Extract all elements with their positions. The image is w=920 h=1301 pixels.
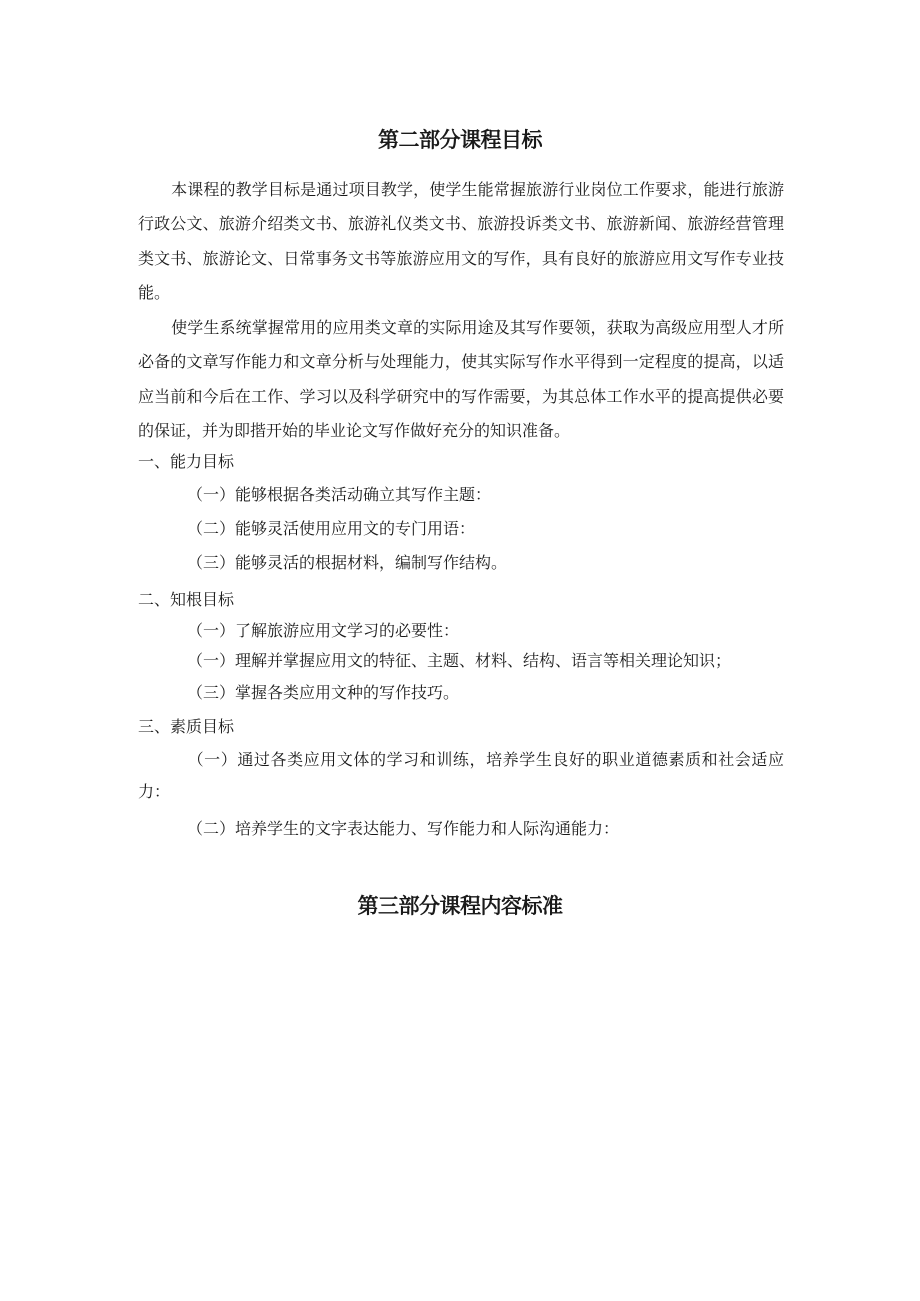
part2-title: 第二部分课程目标 — [378, 128, 542, 152]
section-heading-ability: 一、能力目标 — [138, 452, 235, 471]
paragraph-2 — [138, 311, 784, 449]
part3-title: 第三部分课程内容标准 — [357, 894, 563, 918]
list-item: （二）能够灵活使用应用文的专门用语： — [187, 519, 476, 538]
paragraph-2-text: 使学生系统掌握常用的应用类文章的实际用途及其写作要领，获取为高级应用型人才所必备的文章写作能力和文章分析与处理能力，使其实际写作水平得到一定程度的提高，以适应当前和今后在工作、学习以及科学研究中的写作需要，为其总体工作水平的提高提供必要的保证，并为即揩开始的毕业论文写作做好充分的知识准备。 — [138, 318, 784, 441]
list-item: （三）掌握各类应用文种的写作技巧。 — [187, 683, 460, 702]
list-item-wrapped — [138, 744, 784, 808]
list-item: （一）能够根据各类活动确立其写作主题： — [187, 485, 492, 504]
paragraph-1-text: 本课程的教学目标是通过项目教学，使学生能常握旅游行业岗位工作要求，能进行旅游行政公文、旅游介绍类文书、旅游礼仪类文书、旅游投诉类文书、旅游新闻、旅游经营管理类文书、旅游论文、日常事务文书等旅游应用文的写作，具有良好的旅游应用文写作专业技能。 — [138, 180, 784, 303]
list-item: （三）能够灵活的根据材料，编制写作结构。 — [187, 553, 508, 572]
list-item: （二）培养学生的文字表达能力、写作能力和人际沟通能力： — [187, 819, 620, 838]
list-item: （一）理解并掌握应用文的特征、主题、材料、结构、语言等相关理论知识； — [187, 651, 732, 670]
list-item: （一）了解旅游应用文学习的必要性： — [187, 621, 460, 640]
section-heading-quality: 三、素质目标 — [138, 717, 235, 736]
list-item-text: （一）通过各类应用文体的学习和训练，培养学生良好的职业道德素质和社会适应力： — [138, 750, 784, 801]
section-heading-knowledge: 二、知根目标 — [138, 590, 235, 609]
paragraph-1 — [138, 173, 784, 311]
